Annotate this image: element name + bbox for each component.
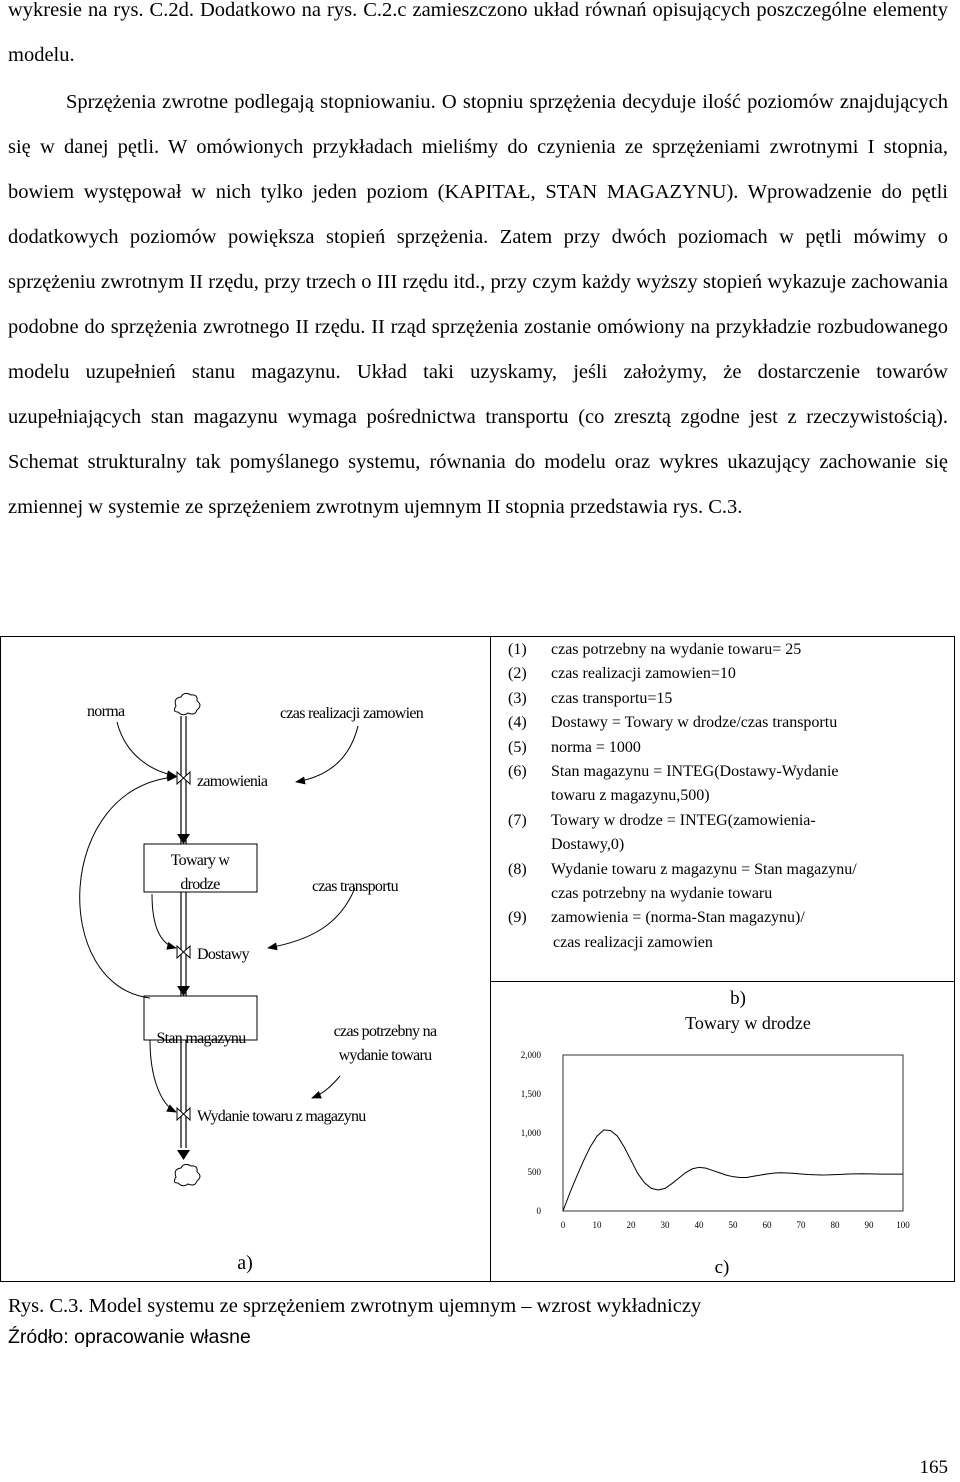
x-tick-label: 40 xyxy=(694,1220,704,1230)
stock-flow-diagram xyxy=(0,636,490,1281)
label-czas-transportu: czas transportu xyxy=(312,878,398,895)
equation-text: czas transportu=15 xyxy=(551,689,673,707)
x-tick-label: 20 xyxy=(626,1220,636,1230)
y-tick-label: 500 xyxy=(527,1167,541,1177)
arrow-towary-dostawy xyxy=(152,894,176,948)
arrow-norma-zamowienia xyxy=(117,722,176,776)
figure-label-b: b) xyxy=(730,988,746,1009)
source-cloud-icon xyxy=(174,693,200,714)
equation-item xyxy=(508,760,948,809)
equation-number: (8) xyxy=(508,860,527,878)
x-tick-label: 30 xyxy=(660,1220,670,1230)
flow-arrowhead-towary xyxy=(177,834,190,844)
equation-item xyxy=(508,858,948,907)
equation-text: czas realizacji zamowien=10 xyxy=(551,665,736,683)
equation-item xyxy=(508,638,948,662)
figure-label-c: c) xyxy=(714,1257,730,1278)
label-wydanie: Wydanie towaru z magazynu xyxy=(197,1108,366,1125)
paragraph-main: Sprzężenia zwrotne podlegają stopniowaniu. O stopniu sprzężenia decyduje ilość poziomów znajdujących się w danej pętli. W omówionych przykładach mieliśmy do czynienia ze sprzężeniami zwrotnymi I stopnia, bowiem występował w nich tylko jeden poziom (KAPITAŁ, STAN MAGAZYNU). Wprowadzenie do pętli dodatkowych poziomów powiększa stopień sprzężenia. Zatem przy dwóch poziomach w pętli mówimy o sprzężeniu zwrotnym II rzędu, przy trzech o III rzędu itd., przy czym każdy wyższy stopień wykazuje zachowania podobne do sprzężenia zwrotnego II rzędu. II rząd sprzężenia zostanie omówiony na przykładzie rozbudowanego modelu uzupełnień stanu magazynu. Układ taki uzyskamy, jeśli założymy, że dostarczenie towarów uzupełniających stan magazynu wymaga pośrednictwa transportu (co zresztą zgodne jest z rzeczywistością). Schemat strukturalny tak pomyślanego systemu, równania do modelu oraz wykres ukazujący zachowanie się zmiennej w systemie ze sprzężeniem zwrotnym ujemnym II stopnia przedstawia rys. C.3. xyxy=(8,91,948,518)
equation-number: (2) xyxy=(508,665,527,683)
label-towary-line2: drodze xyxy=(180,876,220,893)
equation-text-cont: czas realizacji zamowien xyxy=(553,933,713,951)
label-norma: norma xyxy=(87,703,125,720)
equation-text-cont: czas potrzebny na wydanie towaru xyxy=(551,885,773,903)
label-czas-realizacji: czas realizacji zamowien xyxy=(280,705,424,722)
equation-text: czas potrzebny na wydanie towaru= 25 xyxy=(551,641,802,658)
equation-text-cont: Dostawy,0) xyxy=(551,836,625,854)
valve-zamowienia-icon xyxy=(177,772,190,784)
equation-text: Stan magazynu = INTEG(Dostawy-Wydanie xyxy=(551,763,839,781)
valve-dostawy-icon xyxy=(177,946,190,958)
label-czas-potrzebny-line1: czas potrzebny na xyxy=(333,1023,437,1040)
equations-list xyxy=(508,638,948,955)
sink-cloud-icon xyxy=(174,1164,200,1185)
arrow-stan-wydanie xyxy=(150,1040,176,1112)
arrow-czas-potrzebny-wydanie xyxy=(312,1076,340,1098)
x-tick-label: 50 xyxy=(728,1220,738,1230)
y-tick-label: 1,000 xyxy=(520,1128,541,1138)
label-stan-magazynu: Stan magazynu xyxy=(156,1030,246,1047)
arrow-stan-zamowienia xyxy=(80,777,176,998)
x-tick-label: 100 xyxy=(896,1220,910,1230)
x-tick-label: 0 xyxy=(560,1220,566,1230)
equation-number: (9) xyxy=(508,909,527,927)
page-number: 165 xyxy=(919,1457,948,1478)
equation-number: (1) xyxy=(508,641,527,658)
y-tick-label: 1,500 xyxy=(520,1089,541,1099)
figure-label-a: a) xyxy=(237,1252,253,1274)
label-dostawy: Dostawy xyxy=(197,946,249,963)
label-czas-potrzebny-line2: wydanie towaru xyxy=(338,1047,432,1064)
figure-source: Źródło: opracowanie własne xyxy=(8,1326,251,1348)
x-tick-label: 70 xyxy=(796,1220,806,1230)
flow-arrowhead-sink xyxy=(177,1150,190,1160)
equation-item xyxy=(508,662,948,686)
x-tick-label: 10 xyxy=(592,1220,602,1230)
x-tick-label: 90 xyxy=(864,1220,874,1230)
equation-item xyxy=(508,711,948,735)
equation-item xyxy=(508,809,948,858)
equation-text-cont: towaru z magazynu,500) xyxy=(551,787,710,805)
equation-number: (3) xyxy=(508,689,527,707)
label-towary-line1: Towary w xyxy=(170,852,230,869)
equation-item xyxy=(508,687,948,711)
chart-towary-w-drodze xyxy=(490,981,955,1281)
equation-text: Dostawy = Towary w drodze/czas transportu xyxy=(551,714,838,732)
equation-item xyxy=(508,736,948,760)
y-tick-label: 0 xyxy=(536,1206,541,1216)
equation-number: (6) xyxy=(508,763,527,781)
equation-number: (7) xyxy=(508,811,527,829)
equation-item xyxy=(508,906,948,955)
equation-text: Wydanie towaru z magazynu = Stan magazynu/ xyxy=(551,860,857,878)
flow-arrowhead-stan xyxy=(177,986,190,996)
label-zamowienia: zamowienia xyxy=(197,773,268,790)
arrow-czas-realizacji-zamowienia xyxy=(296,726,358,782)
paragraph-intro: wykresie na rys. C.2d. Dodatkowo na rys. C.2.c zamieszczono układ równań opisujących poszczególne elementy modelu. xyxy=(8,0,948,66)
chart-tick-labels xyxy=(521,1050,911,1230)
equation-number: (4) xyxy=(508,714,527,732)
equation-text: zamowienia = (norma-Stan magazynu)/ xyxy=(551,909,805,927)
flow-pipes xyxy=(181,716,186,1148)
equation-number: (5) xyxy=(508,738,527,756)
chart-title: Towary w drodze xyxy=(685,1013,811,1033)
chart-series-line xyxy=(563,1130,903,1211)
figure-caption: Rys. C.3. Model systemu ze sprzężeniem zwrotnym ujemnym – wzrost wykładniczy xyxy=(8,1295,702,1317)
equation-text: norma = 1000 xyxy=(551,738,641,756)
arrow-czas-transportu-dostawy xyxy=(268,888,355,948)
valve-wydanie-icon xyxy=(177,1108,190,1120)
equation-text: Towary w drodze = INTEG(zamowienia- xyxy=(551,811,816,829)
x-tick-label: 60 xyxy=(762,1220,772,1230)
y-tick-label: 2,000 xyxy=(520,1050,541,1060)
x-tick-label: 80 xyxy=(830,1220,840,1230)
